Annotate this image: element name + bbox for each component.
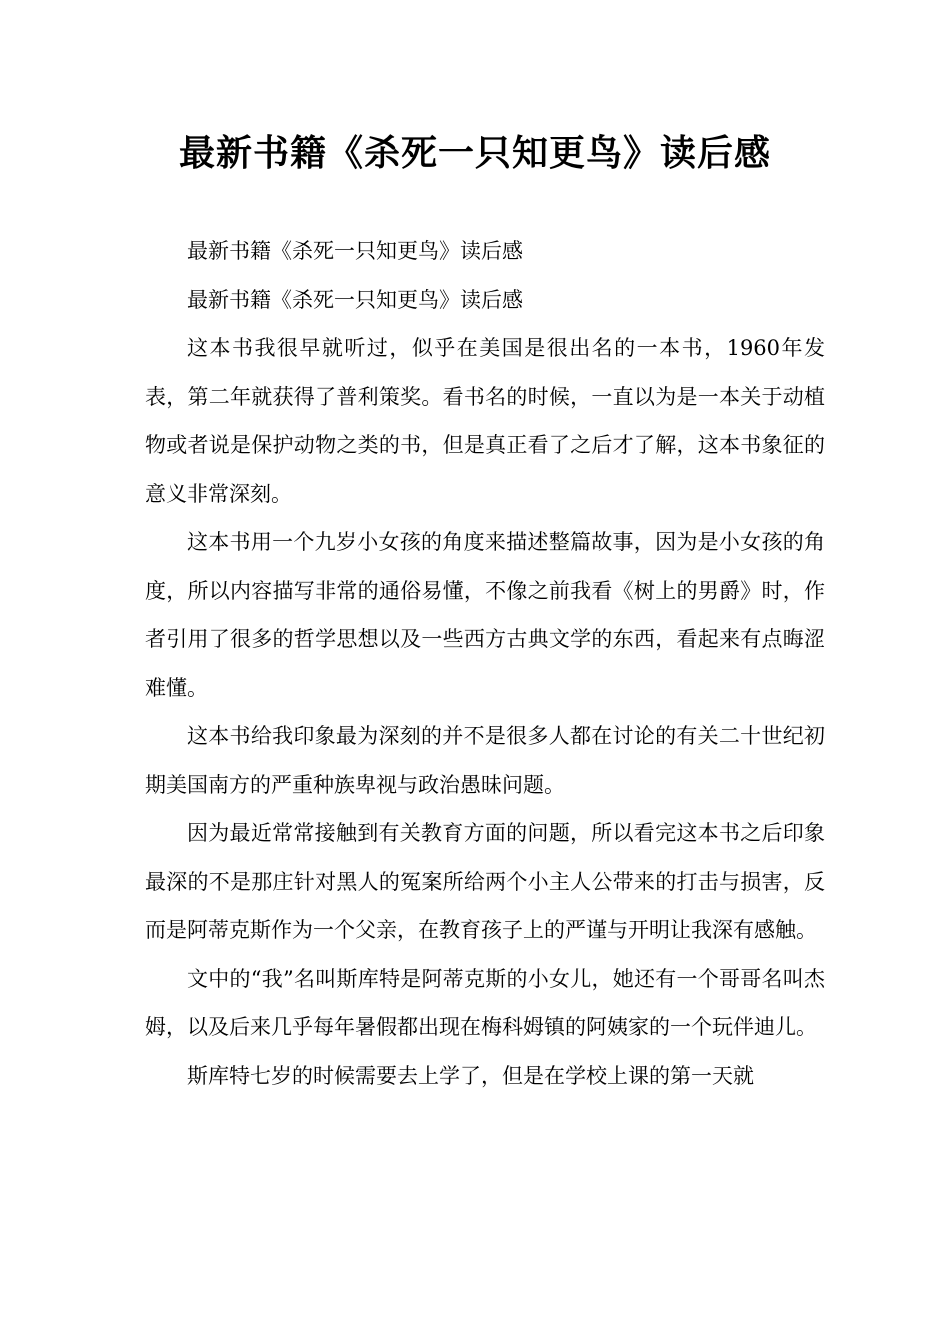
paragraph: 最新书籍《杀死一只知更鸟》读后感: [187, 287, 523, 312]
paragraph: 最新书籍《杀死一只知更鸟》读后感: [187, 239, 523, 263]
document-body: [145, 227, 825, 1100]
paragraph: 这本书用一个九岁小女孩的角度来描述整篇故事，因为是小女孩的角度，所以内容描写非常的通俗易懂，不像之前我看《树上的男爵》时，作者引用了很多的哲学思想以及一些西方古典文学的东西，看起来有点晦涩难懂。: [145, 530, 825, 700]
document-title: 最新书籍《杀死一只知更鸟》读后感: [178, 133, 771, 174]
paragraph: 这本书我很早就听过，似乎在美国是很出名的一本书，1960年发表，第二年就获得了普利策奖。看书名的时候，一直以为是一本关于动植物或者说是保护动物之类的书，但是真正看了之后才了解，这本书象征的意义非常深刻。: [145, 336, 825, 506]
paragraph: 斯库特七岁的时候需要去上学了，但是在学校上课的第一天就: [187, 1063, 754, 1088]
paragraph: 文中的“我”名叫斯库特是阿蒂克斯的小女儿，她还有一个哥哥名叫杰姆，以及后来几乎每年暑假都出现在梅科姆镇的阿姨家的一个玩伴迪儿。: [145, 966, 825, 1039]
paragraph: 这本书给我印象最为深刻的并不是很多人都在讨论的有关二十世纪初期美国南方的严重种族卑视与政治愚昧问题。: [145, 724, 825, 797]
paragraph: 因为最近常常接触到有关教育方面的问题，所以看完这本书之后印象最深的不是那庄针对黑人的冤案所给两个小主人公带来的打击与损害，反而是阿蒂克斯作为一个父亲，在教育孩子上的严谨与开明让我深有感触。: [145, 821, 825, 942]
